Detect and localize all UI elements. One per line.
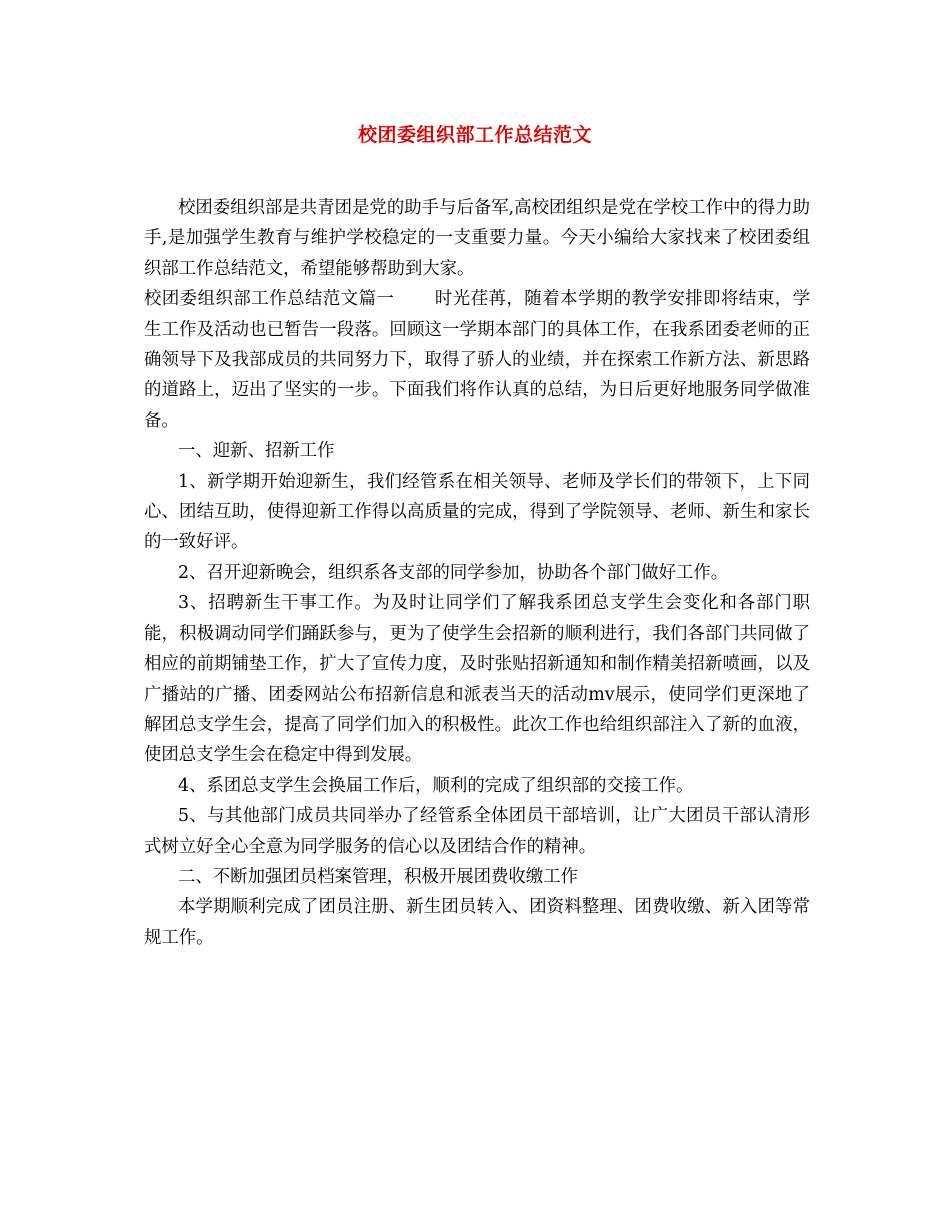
article-lead-text: 时光荏苒，随着本学期的教学安排即将结束，学生工作及活动也已暂告一段落。回顾这一学期本部门的具体工作，在我系团委老师的正确领导下及我部成员的共同努力下，取得了骄人的业绩，并在探索工作新方法、新思路的道路上，迈出了坚实的一步。下面我们将作认真的总结，为日后更好地服务同学做准备。 bbox=[144, 289, 810, 431]
section-heading-2: 二、不断加强团员档案管理，积极开展团费收缴工作 bbox=[178, 866, 578, 887]
list-item-3: 3、招聘新生干事工作。为及时让同学们了解我系团总支学生会变化和各部门职能，积极调动同学们踊跃参与，更为了使学生会招新的顺利进行，我们各部门共同做了相应的前期铺垫工作，扩大了宣传力度，及时张贴招新通知和制作精美招新喷画，以及广播站的广播、团委网站公布招新信息和派表当天的活动mv展示，使同学们更深地了解团总支学生会，提高了同学们加入的积极性。此次工作也给组织部注入了新的血液，使团总支学生会在稳定中得到发展。 bbox=[144, 593, 810, 766]
article-first-paragraph bbox=[144, 284, 810, 436]
section-2-paragraph: 本学期顺利完成了团员注册、新生团员转入、团资料整理、团费收缴、新入团等常规工作。 bbox=[144, 897, 810, 948]
list-item-2: 2、召开迎新晚会，组织系各支部的同学参加，协助各个部门做好工作。 bbox=[178, 562, 729, 583]
article-heading: 校团委组织部工作总结范文篇一 bbox=[144, 289, 395, 310]
document-body bbox=[144, 193, 810, 953]
list-item-4: 4、系团总支学生会换届工作后，顺利的完成了组织部的交接工作。 bbox=[178, 775, 694, 796]
list-item-5: 5、与其他部门成员共同举办了经管系全体团员干部培训，让广大团员干部认清形式树立好全心全意为同学服务的信心以及团结合作的精神。 bbox=[144, 806, 810, 857]
document-title: 校团委组织部工作总结范文 bbox=[357, 124, 592, 146]
section-heading-1: 一、迎新、招新工作 bbox=[178, 441, 335, 462]
intro-paragraph: 校团委组织部是共青团是党的助手与后备军,高校团组织是党在学校工作中的得力助手,是加强学生教育与维护学校稳定的一支重要力量。今天小编给大家找来了校团委组织部工作总结范文，希望能够帮助到大家。 bbox=[144, 198, 810, 279]
list-item-1: 1、新学期开始迎新生，我们经管系在相关领导、老师及学长们的带领下，上下同心、团结互助，使得迎新工作得以高质量的完成，得到了学院领导、老师、新生和家长的一致好评。 bbox=[144, 471, 810, 553]
